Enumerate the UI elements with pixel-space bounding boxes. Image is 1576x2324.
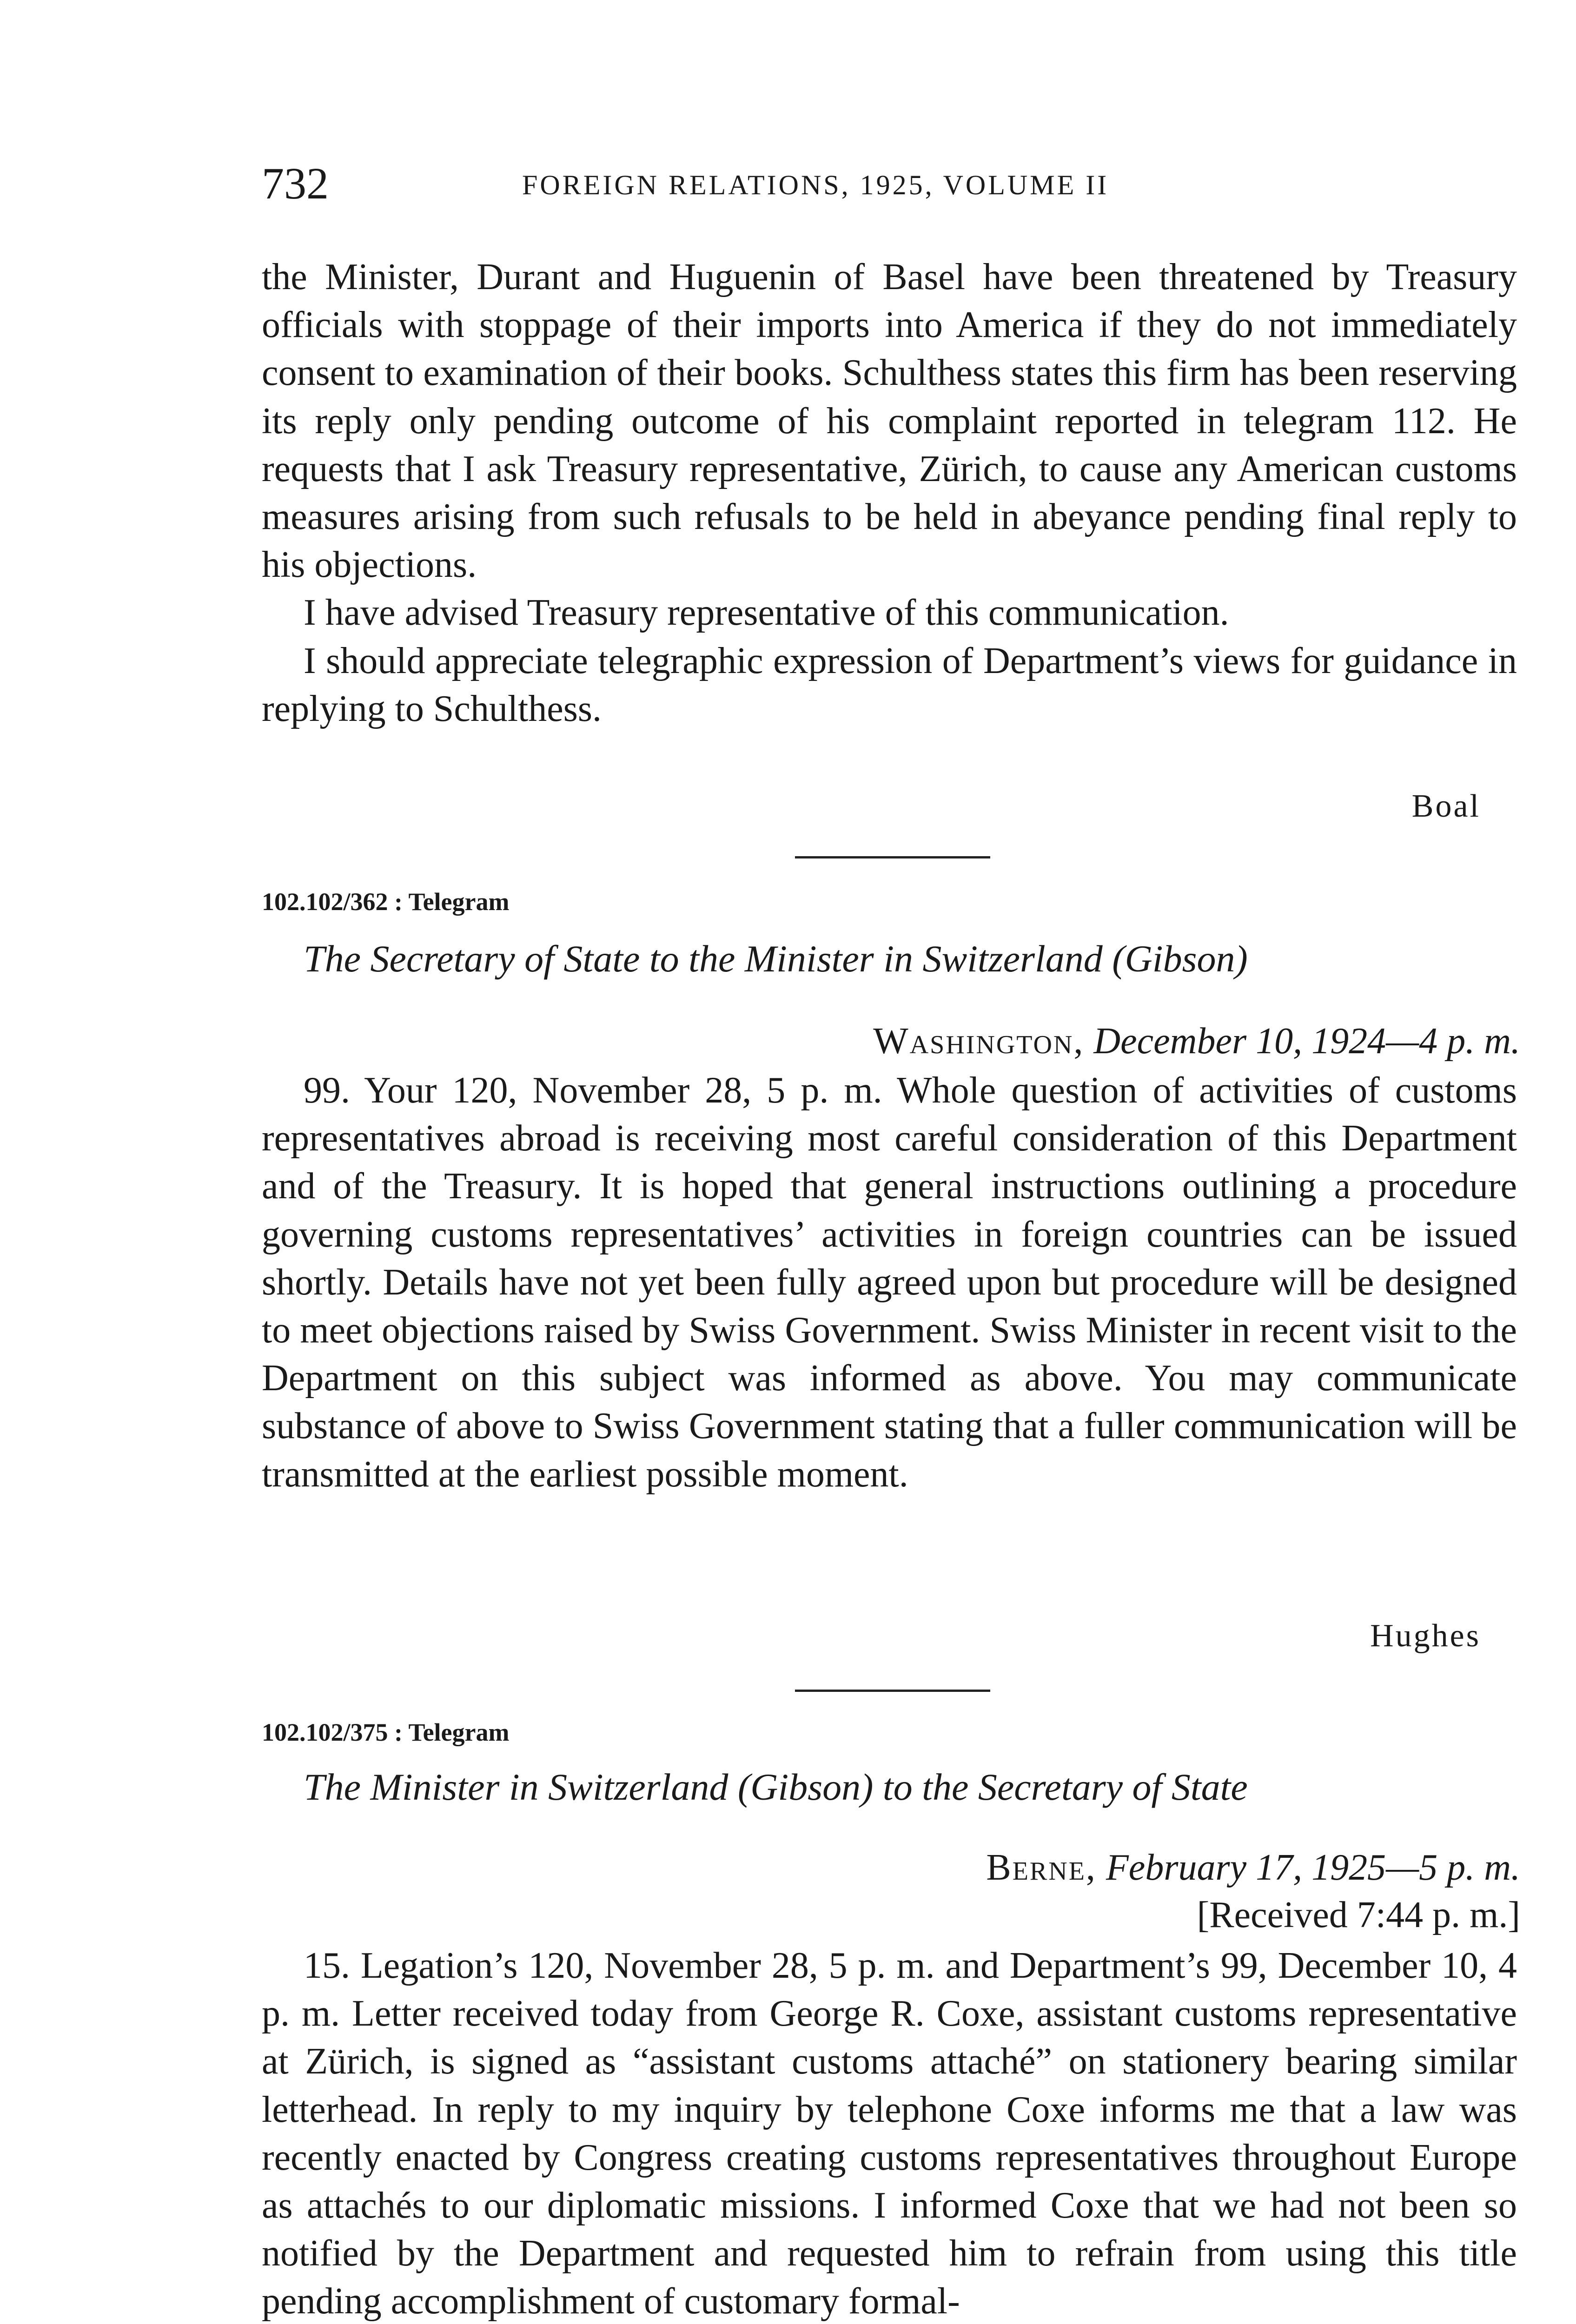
dateline-place: Washington,	[873, 1021, 1085, 1062]
document-heading: The Secretary of State to the Minister in Switzerland (Gibson)	[304, 938, 1248, 980]
paragraph: I have advised Treasury representative of this communication.	[304, 592, 1229, 634]
received-note: [Received 7:44 p. m.]	[1197, 1895, 1520, 1935]
section-divider	[795, 1690, 990, 1692]
dateline	[986, 1844, 1520, 1891]
paragraph: 99. Your 120, November 28, 5 p. m. Whole question of activities of customs representatives abroad is receiving most careful consideration of this Department and of the Treasury. It is hoped that general instructions outlining a procedure governing customs representatives’ activities in foreign countries can be issued shortly. Details have not yet been fully agreed upon but procedure will be designed to meet objections raised by Swiss Government. Swiss Minister in recent visit to the Department on this subject was informed as above. You may communicate substance of above to Swiss Government stating that a fuller communication will be transmitted at the earliest possible moment.	[262, 1070, 1517, 1495]
dateline-date: February 17, 1925—5 p. m.	[1106, 1847, 1520, 1888]
signature-boal: Boal	[1411, 788, 1481, 824]
dateline-date: December 10, 1924—4 p. m.	[1093, 1021, 1520, 1062]
file-reference: 102.102/362 : Telegram	[262, 888, 510, 916]
running-title: FOREIGN RELATIONS, 1925, VOLUME II	[522, 170, 1109, 200]
page-number: 732	[262, 158, 329, 208]
continued-telegram-body	[262, 253, 1517, 733]
dateline	[873, 1018, 1520, 1064]
section-divider	[795, 856, 990, 858]
running-head	[262, 158, 1520, 209]
document-body	[262, 1067, 1517, 1499]
document-heading: The Minister in Switzerland (Gibson) to the Secretary of State	[304, 1766, 1248, 1808]
paragraph: the Minister, Durant and Huguenin of Basel have been threatened by Treasury officials with stoppage of their imports into America if they do not immediately consent to examination of their books. Schulthess states this firm has been reserving its reply only pending outcome of his complaint reported in telegram 112. He requests that I ask Treasury representative, Zürich, to cause any American customs measures arising from such refusals to be held in abeyance pending final reply to his objections.	[262, 257, 1517, 586]
document-body	[262, 1942, 1517, 2324]
dateline-place: Berne,	[986, 1847, 1097, 1888]
paragraph: I should appreciate telegraphic expression of Department’s views for guidance in replying to Schulthess.	[262, 640, 1517, 729]
signature-hughes: Hughes	[1370, 1618, 1481, 1654]
file-reference: 102.102/375 : Telegram	[262, 1718, 510, 1746]
paragraph: 15. Legation’s 120, November 28, 5 p. m. and Department’s 99, December 10, 4 p. m. Letter received today from George R. Coxe, assistant customs representative at Zürich, is signed as “assistant customs attaché” on stationery bearing similar letterhead. In reply to my inquiry by telephone Coxe informs me that a law was recently enacted by Congress creating customs representatives throughout Europe as attachés to our diplomatic missions. I informed Coxe that we had not been so notified by the Department and requested him to refrain from using this title pending accomplishment of customary formal-	[262, 1945, 1517, 2322]
